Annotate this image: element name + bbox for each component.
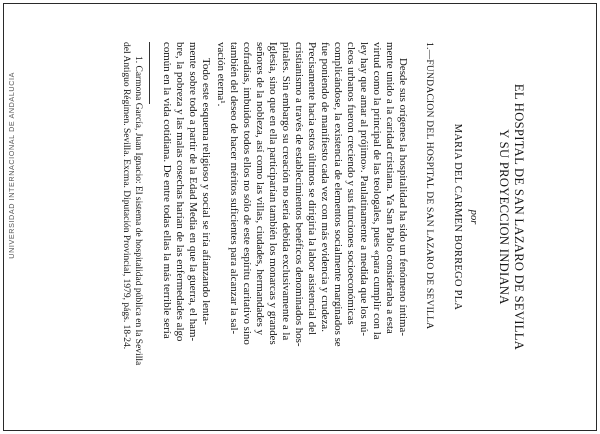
body-line: Iglesia, sino que en ella participarían también los monarcas y grandes (267, 42, 279, 345)
body-line: también del deseo de hacer méritos suficientes para alcanzar la sal- (228, 42, 240, 335)
body-line: Todo este esquema religioso y social se iría afianzando lenta- (200, 58, 212, 325)
body-line: cofradías, imbuidos todos ellos no sólo de este espíritu caritativo sino (241, 42, 253, 345)
body-line: virtud como la principal de las teologales, pues «para cumplir con la (371, 42, 383, 340)
title-line-2: Y SU PROYECCION INDIANA (497, 129, 511, 305)
body-line: mente sobre todo a partir de la Edad Media en que la guerra, el ham- (187, 42, 199, 342)
body-line: común en la vida cotidiana. De entre todas ellas la más terrible sería (161, 42, 173, 339)
body-line: pitales. Sin embargo su creación no sería debida exclusivamente a la (280, 42, 292, 341)
body-line: complicándose, la existencia de elementos socialmente marginados se (332, 42, 344, 347)
author-name: MARIA DEL CARMEN BORREGO PLA (452, 123, 463, 311)
body-line: mente unido a la caridad cristiana. Ya San Pablo consideraba a esta (384, 42, 396, 334)
body-line: cristianismo a través de establecimientos benéficos denominados hos- (293, 42, 305, 347)
body-line: ley hay que amar al prójimo». Paulatinamente a medida que los nú- (358, 42, 370, 336)
library-stamp: UNIVERSIDAD INTERNACIONAL DE ANDALUCIA (7, 72, 16, 259)
footnote-rule (149, 42, 150, 104)
title-line-1: EL HOSPITAL DE SAN LAZARO DE SEVILLA (512, 83, 526, 351)
byline: por (468, 209, 479, 225)
body-line: señores de la nobleza, así como las villas, ciudades, hermandades y (254, 42, 266, 336)
footnote-line: 1. Carmona García, Juan Ignacio: El sistema de hospitalidad pública en la Sevilla (133, 56, 143, 366)
body-line: vación eterna¹. (215, 42, 227, 107)
body-line: Precisamente hacia estos últimos se dirigiría la labor asistencial del (306, 42, 318, 336)
body-line: bre, la pobreza y las malas cosechas harían de las enfermedades algo (174, 42, 186, 342)
section-heading: 1.—FUNDACION DEL HOSPITAL DE SAN LAZARO DE SEVILLA (424, 42, 435, 330)
body-line: Desde sus orígenes la hospitalidad ha sido un fenómeno íntima- (397, 58, 409, 336)
footnote-line: del Antiguo Régimen. Sevilla. Excma. Diputación Provincial, 1979, págs. 18-24. (121, 42, 131, 350)
body-line: fue poniendo de manifiesto cada vez con más evidencia y crudeza. (319, 42, 331, 332)
body-line: cleos urbanos fueron creciendo y sus funciones socioeconómicas (345, 42, 357, 325)
